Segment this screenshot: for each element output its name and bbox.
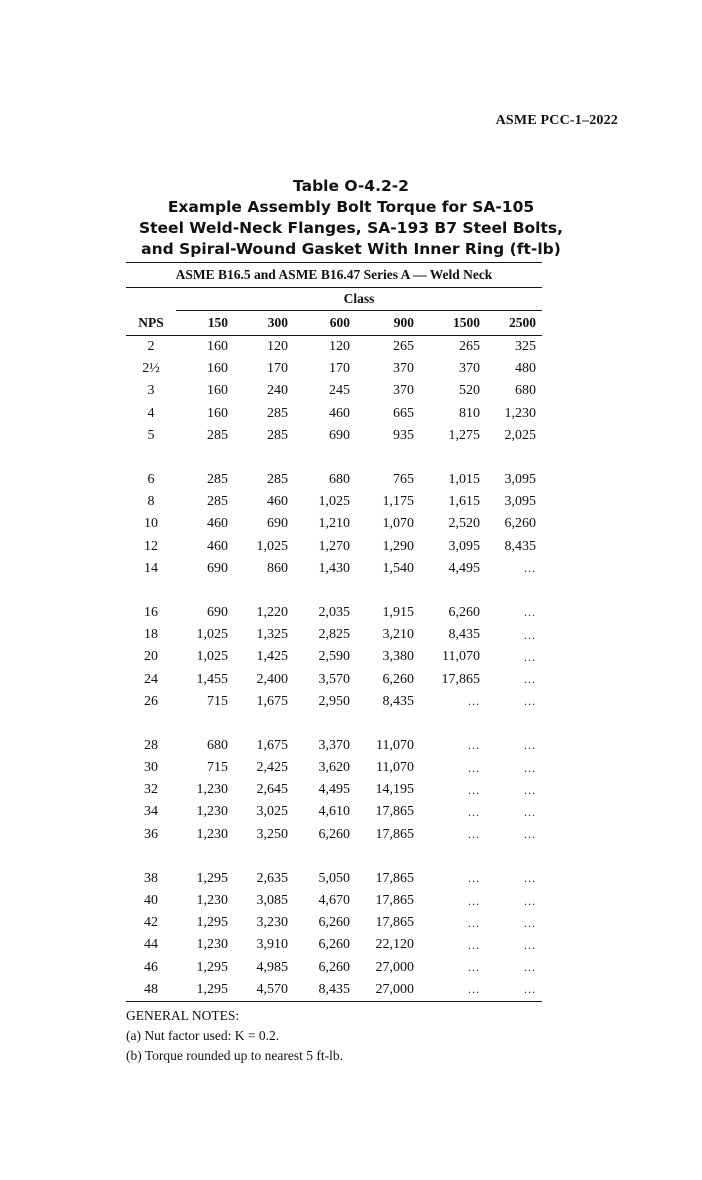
table-row bbox=[126, 757, 542, 779]
torque-cell: ... bbox=[468, 782, 480, 797]
torque-cell: 285 bbox=[207, 494, 228, 510]
torque-cell: ... bbox=[524, 871, 536, 886]
torque-cell: 810 bbox=[459, 405, 480, 421]
torque-cell: 265 bbox=[393, 339, 414, 355]
torque-cell: 6,260 bbox=[318, 959, 350, 975]
torque-cell: 2,590 bbox=[318, 649, 350, 665]
nps-spacer bbox=[126, 288, 176, 311]
torque-cell: 1,540 bbox=[382, 560, 414, 576]
torque-cell: 120 bbox=[267, 339, 288, 355]
class-col-header: 900 bbox=[356, 311, 420, 336]
torque-cell: 11,070 bbox=[442, 649, 480, 665]
torque-cell: 3,370 bbox=[318, 737, 350, 753]
torque-cell: 6,260 bbox=[382, 671, 414, 687]
nps-cell: 24 bbox=[144, 671, 158, 687]
torque-cell: 1,290 bbox=[382, 538, 414, 554]
torque-cell: ... bbox=[524, 937, 536, 952]
torque-cell: 935 bbox=[393, 427, 414, 443]
torque-table-wrapper bbox=[126, 262, 542, 1002]
torque-cell: 460 bbox=[329, 405, 350, 421]
nps-cell: 46 bbox=[144, 959, 158, 975]
torque-table bbox=[126, 262, 542, 1002]
torque-cell: 2,035 bbox=[318, 604, 350, 620]
torque-cell: ... bbox=[468, 738, 480, 753]
torque-cell: 1,455 bbox=[196, 671, 228, 687]
torque-cell: 1,025 bbox=[196, 627, 228, 643]
table-row bbox=[126, 403, 542, 425]
torque-cell: 1,230 bbox=[196, 804, 228, 820]
nps-cell: 40 bbox=[144, 893, 158, 909]
torque-cell: 1,325 bbox=[256, 627, 288, 643]
torque-cell: 370 bbox=[393, 361, 414, 377]
torque-cell: ... bbox=[420, 979, 486, 1002]
torque-cell: 2,520 bbox=[448, 516, 480, 532]
torque-cell: 690 bbox=[207, 604, 228, 620]
torque-cell: 160 bbox=[207, 339, 228, 355]
table-row bbox=[126, 779, 542, 801]
torque-cell: 160 bbox=[207, 383, 228, 399]
torque-cell: 6,260 bbox=[504, 516, 536, 532]
torque-cell: ... bbox=[524, 627, 536, 642]
table-row bbox=[126, 425, 542, 447]
torque-cell: 3,570 bbox=[318, 671, 350, 687]
torque-cell: 14,195 bbox=[375, 782, 414, 798]
torque-cell: 1,230 bbox=[196, 782, 228, 798]
torque-cell: 370 bbox=[393, 383, 414, 399]
torque-cell: ... bbox=[524, 893, 536, 908]
group-spacer bbox=[126, 846, 542, 868]
torque-cell: 8,435 bbox=[294, 979, 356, 1002]
torque-cell: 1,295 bbox=[176, 979, 234, 1002]
torque-cell: ... bbox=[468, 694, 480, 709]
table-row bbox=[126, 934, 542, 956]
torque-cell: 3,380 bbox=[382, 649, 414, 665]
torque-cell: 285 bbox=[207, 427, 228, 443]
torque-cell: 4,985 bbox=[256, 959, 288, 975]
table-title bbox=[0, 176, 702, 260]
torque-cell: 680 bbox=[515, 383, 536, 399]
torque-cell: 1,615 bbox=[448, 494, 480, 510]
table-row bbox=[126, 735, 542, 757]
torque-cell: 1,275 bbox=[448, 427, 480, 443]
torque-cell: 325 bbox=[515, 339, 536, 355]
torque-cell: 3,620 bbox=[318, 760, 350, 776]
nps-cell: 16 bbox=[144, 604, 158, 620]
table-body bbox=[126, 336, 542, 1002]
table-row bbox=[126, 513, 542, 535]
torque-cell: 3,910 bbox=[256, 937, 288, 953]
nps-cell: 30 bbox=[144, 760, 158, 776]
torque-cell: 1,675 bbox=[256, 737, 288, 753]
torque-cell: 285 bbox=[267, 405, 288, 421]
nps-cell: 14 bbox=[144, 560, 158, 576]
torque-cell: 8,435 bbox=[382, 693, 414, 709]
torque-cell: 2,645 bbox=[256, 782, 288, 798]
nps-cell: 36 bbox=[144, 826, 158, 842]
torque-cell: 1,425 bbox=[256, 649, 288, 665]
torque-cell: 680 bbox=[207, 737, 228, 753]
torque-cell: 11,070 bbox=[376, 760, 414, 776]
torque-cell: ... bbox=[468, 760, 480, 775]
torque-cell: ... bbox=[468, 960, 480, 975]
torque-cell: 2,635 bbox=[256, 870, 288, 886]
torque-cell: 1,025 bbox=[196, 649, 228, 665]
torque-cell: ... bbox=[486, 979, 542, 1002]
torque-cell: 22,120 bbox=[375, 937, 414, 953]
nps-cell: 3 bbox=[147, 383, 155, 399]
torque-cell: 17,865 bbox=[375, 893, 414, 909]
torque-cell: 6,260 bbox=[318, 915, 350, 931]
document-id: ASME PCC-1–2022 bbox=[495, 113, 618, 128]
torque-cell: ... bbox=[524, 672, 536, 687]
torque-cell: 1,295 bbox=[196, 915, 228, 931]
torque-cell: 1,230 bbox=[196, 937, 228, 953]
torque-cell: 27,000 bbox=[375, 959, 414, 975]
torque-cell: 1,025 bbox=[256, 538, 288, 554]
class-col-header: 2500 bbox=[486, 311, 542, 336]
note-b: (b) Torque rounded up to nearest 5 ft-lb. bbox=[126, 1048, 343, 1063]
torque-cell: 4,610 bbox=[318, 804, 350, 820]
torque-cell: 17,865 bbox=[375, 826, 414, 842]
torque-cell: 690 bbox=[267, 516, 288, 532]
torque-cell: 1,295 bbox=[196, 870, 228, 886]
table-row bbox=[126, 668, 542, 690]
torque-cell: 3,095 bbox=[504, 494, 536, 510]
torque-cell: 370 bbox=[459, 361, 480, 377]
torque-cell: 265 bbox=[459, 339, 480, 355]
class-col-header: 150 bbox=[176, 311, 234, 336]
torque-cell: 6,260 bbox=[318, 826, 350, 842]
torque-cell: 690 bbox=[329, 427, 350, 443]
table-title-line-2: Steel Weld-Neck Flanges, SA-193 B7 Steel Bolts, bbox=[138, 219, 564, 237]
table-number: Table O-4.2-2 bbox=[293, 177, 409, 195]
class-col-header: 1500 bbox=[420, 311, 486, 336]
torque-cell: 1,230 bbox=[196, 893, 228, 909]
torque-cell: 8,435 bbox=[448, 627, 480, 643]
table-row bbox=[126, 801, 542, 823]
torque-cell: 4,670 bbox=[318, 893, 350, 909]
torque-cell: 160 bbox=[207, 361, 228, 377]
torque-cell: 4,495 bbox=[318, 782, 350, 798]
table-row bbox=[126, 624, 542, 646]
table-row bbox=[126, 469, 542, 491]
torque-cell: 6,260 bbox=[318, 937, 350, 953]
table-row bbox=[126, 890, 542, 912]
torque-cell: 1,230 bbox=[504, 405, 536, 421]
torque-cell: 520 bbox=[459, 383, 480, 399]
torque-cell: 17,865 bbox=[375, 804, 414, 820]
torque-cell: 3,025 bbox=[256, 804, 288, 820]
class-col-header: 600 bbox=[294, 311, 356, 336]
torque-cell: 680 bbox=[329, 472, 350, 488]
torque-cell: 3,210 bbox=[382, 627, 414, 643]
table-row bbox=[126, 491, 542, 513]
torque-cell: 170 bbox=[329, 361, 350, 377]
torque-cell: 715 bbox=[207, 693, 228, 709]
torque-cell: ... bbox=[468, 804, 480, 819]
table-banner: ASME B16.5 and ASME B16.47 Series A — Weld Neck bbox=[126, 263, 542, 288]
nps-cell: 5 bbox=[147, 427, 155, 443]
nps-header: NPS bbox=[126, 311, 176, 336]
torque-cell: ... bbox=[468, 827, 480, 842]
table-title-line-1: Example Assembly Bolt Torque for SA-105 bbox=[167, 198, 535, 216]
torque-cell: 160 bbox=[207, 405, 228, 421]
nps-cell: 42 bbox=[144, 915, 158, 931]
nps-cell: 34 bbox=[144, 804, 158, 820]
torque-cell: 480 bbox=[515, 361, 536, 377]
torque-cell: 11,070 bbox=[376, 737, 414, 753]
torque-cell: ... bbox=[468, 871, 480, 886]
torque-cell: ... bbox=[524, 605, 536, 620]
note-a: (a) Nut factor used: K = 0.2. bbox=[126, 1028, 280, 1043]
torque-cell: 1,210 bbox=[318, 516, 350, 532]
table-row bbox=[126, 691, 542, 713]
nps-cell: 18 bbox=[144, 627, 158, 643]
torque-cell: 460 bbox=[267, 494, 288, 510]
torque-cell: 17,865 bbox=[375, 915, 414, 931]
torque-cell: 17,865 bbox=[375, 870, 414, 886]
torque-cell: 665 bbox=[393, 405, 414, 421]
torque-cell: 3,250 bbox=[256, 826, 288, 842]
torque-cell: ... bbox=[524, 649, 536, 664]
table-row bbox=[126, 336, 542, 359]
torque-cell: ... bbox=[524, 827, 536, 842]
table-title-line-3: and Spiral-Wound Gasket With Inner Ring (ft-lb) bbox=[141, 240, 561, 258]
torque-cell: 120 bbox=[329, 339, 350, 355]
nps-cell: 10 bbox=[144, 516, 158, 532]
nps-cell: 44 bbox=[144, 937, 158, 953]
table-row bbox=[126, 824, 542, 846]
torque-cell: ... bbox=[524, 760, 536, 775]
nps-cell: 6 bbox=[147, 472, 155, 488]
nps-cell: 12 bbox=[144, 538, 158, 554]
torque-cell: 3,095 bbox=[504, 472, 536, 488]
torque-cell: ... bbox=[468, 937, 480, 952]
torque-cell: 6,260 bbox=[448, 604, 480, 620]
torque-cell: 2,950 bbox=[318, 693, 350, 709]
torque-cell: 170 bbox=[267, 361, 288, 377]
table-row bbox=[126, 358, 542, 380]
nps-cell: 20 bbox=[144, 649, 158, 665]
table-row bbox=[126, 912, 542, 934]
class-col-header: 300 bbox=[234, 311, 294, 336]
torque-cell: 860 bbox=[267, 560, 288, 576]
group-spacer bbox=[126, 447, 542, 469]
torque-cell: ... bbox=[524, 561, 536, 576]
general-notes bbox=[126, 1006, 343, 1066]
table-row bbox=[126, 536, 542, 558]
torque-cell: 1,295 bbox=[196, 959, 228, 975]
torque-cell: 1,220 bbox=[256, 604, 288, 620]
table-row bbox=[126, 558, 542, 580]
torque-cell: 285 bbox=[207, 472, 228, 488]
torque-cell: 285 bbox=[267, 472, 288, 488]
torque-cell: 1,270 bbox=[318, 538, 350, 554]
torque-cell: 1,015 bbox=[448, 472, 480, 488]
nps-cell: 2½ bbox=[142, 361, 160, 377]
torque-cell: 5,050 bbox=[318, 870, 350, 886]
torque-cell: 17,865 bbox=[441, 671, 480, 687]
torque-cell: ... bbox=[524, 915, 536, 930]
torque-cell: 240 bbox=[267, 383, 288, 399]
nps-cell: 4 bbox=[147, 405, 155, 421]
torque-cell: 1,915 bbox=[382, 604, 414, 620]
torque-cell: 460 bbox=[207, 538, 228, 554]
torque-cell: ... bbox=[468, 915, 480, 930]
group-spacer bbox=[126, 580, 542, 602]
notes-heading: GENERAL NOTES: bbox=[126, 1008, 240, 1023]
torque-cell: ... bbox=[524, 694, 536, 709]
torque-cell: 4,495 bbox=[448, 560, 480, 576]
torque-cell: 690 bbox=[207, 560, 228, 576]
torque-cell: 1,175 bbox=[382, 494, 414, 510]
nps-cell: 8 bbox=[147, 494, 155, 510]
torque-cell: 4,570 bbox=[234, 979, 294, 1002]
class-header: Class bbox=[176, 288, 542, 311]
nps-cell: 32 bbox=[144, 782, 158, 798]
table-row bbox=[126, 646, 542, 668]
torque-cell: ... bbox=[524, 804, 536, 819]
torque-cell: 2,825 bbox=[318, 627, 350, 643]
table-row bbox=[126, 602, 542, 624]
torque-cell: 715 bbox=[207, 760, 228, 776]
torque-cell: 765 bbox=[393, 472, 414, 488]
nps-cell: 38 bbox=[144, 870, 158, 886]
table-row bbox=[126, 979, 542, 1002]
nps-cell: 48 bbox=[126, 979, 176, 1002]
torque-cell: 1,675 bbox=[256, 693, 288, 709]
torque-cell: 3,095 bbox=[448, 538, 480, 554]
table-row bbox=[126, 957, 542, 979]
table-row bbox=[126, 380, 542, 402]
torque-cell: 3,230 bbox=[256, 915, 288, 931]
nps-cell: 28 bbox=[144, 737, 158, 753]
table-row bbox=[126, 868, 542, 890]
torque-cell: 2,425 bbox=[256, 760, 288, 776]
torque-cell: 27,000 bbox=[356, 979, 420, 1002]
torque-cell: 8,435 bbox=[504, 538, 536, 554]
torque-cell: 285 bbox=[267, 427, 288, 443]
torque-cell: 3,085 bbox=[256, 893, 288, 909]
torque-cell: 2,025 bbox=[504, 427, 536, 443]
torque-cell: 1,025 bbox=[318, 494, 350, 510]
torque-cell: 2,400 bbox=[256, 671, 288, 687]
torque-cell: 1,070 bbox=[382, 516, 414, 532]
torque-cell: ... bbox=[524, 738, 536, 753]
torque-cell: 1,230 bbox=[196, 826, 228, 842]
torque-cell: 245 bbox=[329, 383, 350, 399]
torque-cell: 1,430 bbox=[318, 560, 350, 576]
torque-cell: ... bbox=[524, 782, 536, 797]
torque-cell: 460 bbox=[207, 516, 228, 532]
torque-cell: ... bbox=[468, 893, 480, 908]
nps-cell: 26 bbox=[144, 693, 158, 709]
nps-cell: 2 bbox=[147, 339, 155, 355]
group-spacer bbox=[126, 713, 542, 735]
torque-cell: ... bbox=[524, 960, 536, 975]
